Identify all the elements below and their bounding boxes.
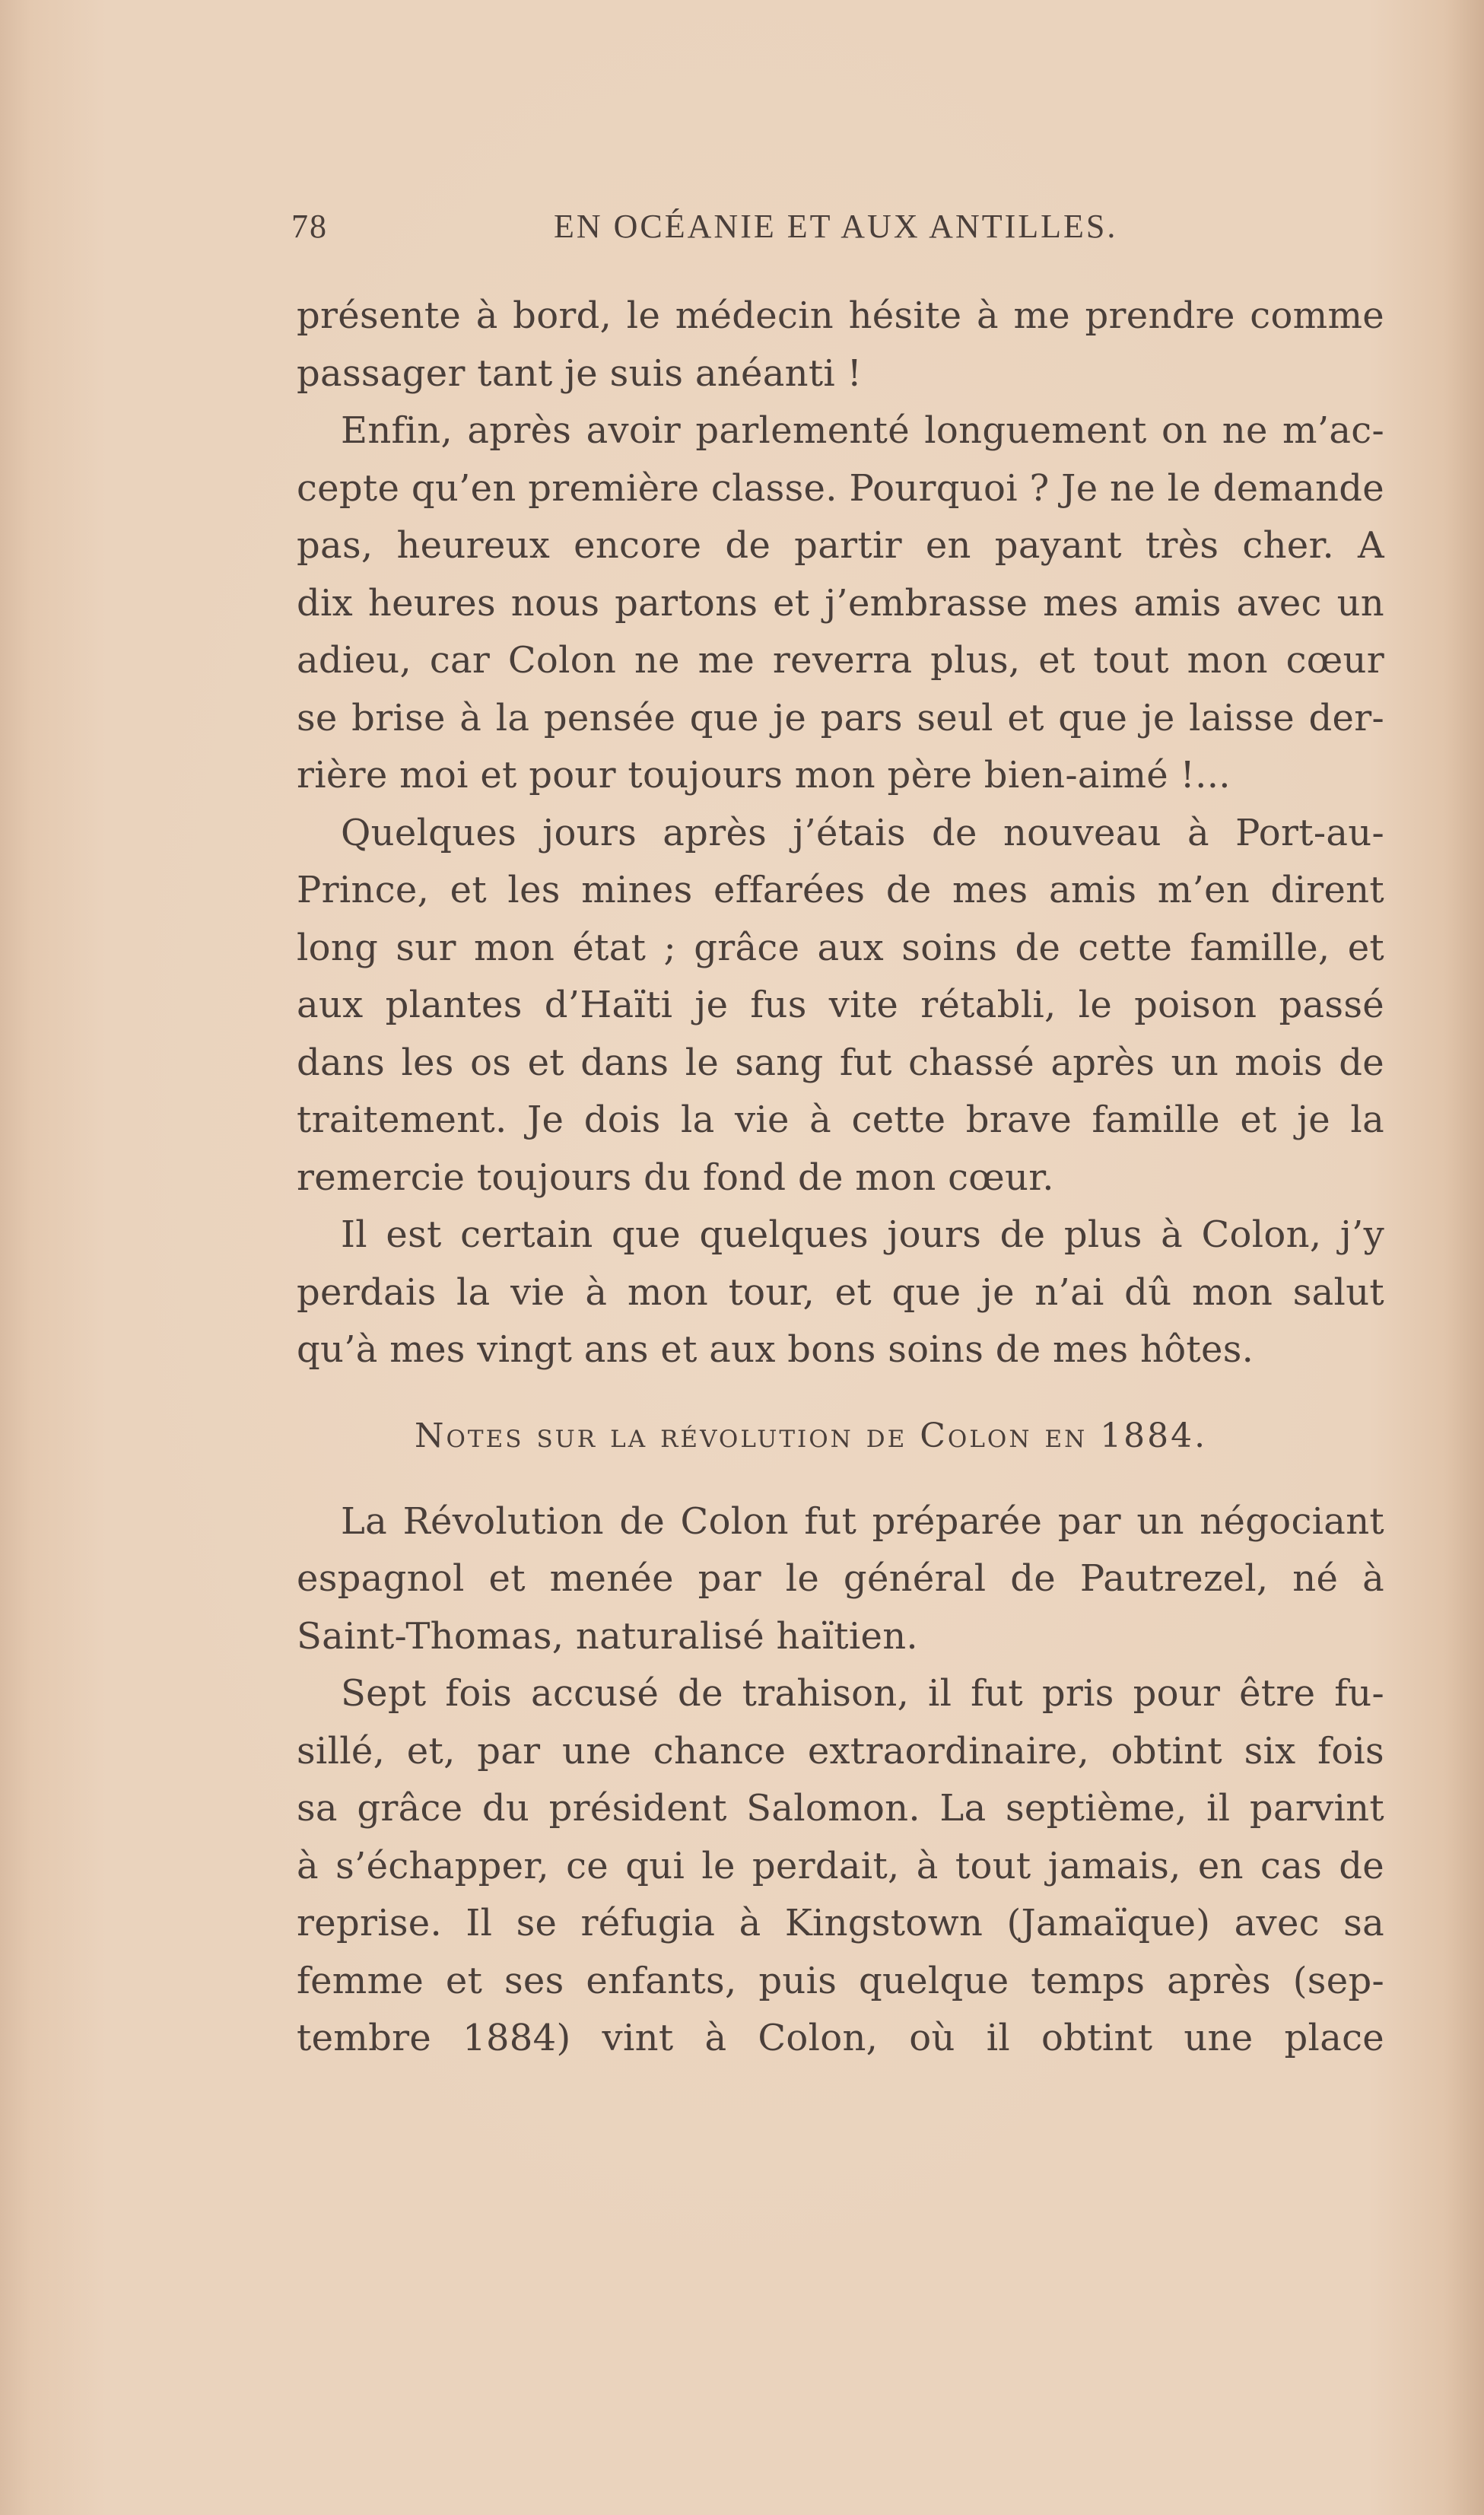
text-line: femme et ses enfants, puis quelque temps après (sep- [297, 1959, 1384, 2002]
paragraph [297, 1493, 1384, 1666]
text-line: à s’échapper, ce qui le perdait, à tout jamais, en cas de [297, 1844, 1384, 1887]
text-line: reprise. Il se réfugia à Kingstown (Jamaïque) avec sa [297, 1902, 1384, 1944]
text-line: se brise à la pensée que je pars seul et que je laisse der- [297, 696, 1384, 739]
text-line: Il est certain que quelques jours de plus à Colon, j’y [341, 1213, 1384, 1256]
text-line: pas, heureux encore de partir en payant très cher. A [297, 524, 1384, 567]
text-line: dans les os et dans le sang fut chassé après un mois de [297, 1041, 1384, 1084]
text-line: Saint-Thomas, naturalisé haïtien. [297, 1614, 918, 1658]
text-line: présente à bord, le médecin hésite à me prendre comme [297, 294, 1384, 337]
text-line: Enfin, après avoir parlementé longuement on ne m’ac- [341, 409, 1384, 452]
text-line: aux plantes d’Haïti je fus vite rétabli, le poison passé [297, 984, 1384, 1026]
text-line: qu’à mes vingt ans et aux bons soins de mes hôtes. [297, 1328, 1254, 1371]
body-text [297, 288, 1384, 2068]
text-line: Prince, et les mines effarées de mes amis m’en dirent [297, 869, 1384, 911]
text-line: espagnol et menée par le général de Pautrezel, né à [297, 1557, 1384, 1600]
section-heading: Notes sur la révolution de Colon en 1884. [415, 1416, 1208, 1455]
text-line: adieu, car Colon ne me reverra plus, et tout mon cœur [297, 639, 1384, 682]
paragraph [297, 402, 1384, 805]
text-line: rière moi et pour toujours mon père bien-aimé !... [297, 754, 1231, 796]
running-title: EN OCÉANIE ET AUX ANTILLES. [554, 208, 1118, 245]
paragraph [297, 1665, 1384, 2068]
paragraph [297, 805, 1384, 1207]
text-line: sillé, et, par une chance extraordinaire, obtint six fois [297, 1729, 1384, 1773]
text-line: dix heures nous partons et j’embrasse mes amis avec un [297, 581, 1384, 625]
text-line: remercie toujours du fond de mon cœur. [297, 1156, 1054, 1199]
text-line: sa grâce du président Salomon. La septième, il parvint [297, 1787, 1384, 1830]
text-line: passager tant je suis anéanti ! [297, 351, 863, 395]
text-line: cepte qu’en première classe. Pourquoi ? Je ne le demande [297, 466, 1384, 510]
text-line: tembre 1884) vint à Colon, où il obtint une place [297, 2017, 1384, 2059]
paragraph [297, 288, 1384, 402]
paragraph [297, 1207, 1384, 1379]
page-number: 78 [291, 208, 328, 245]
text-line: Sept fois accusé de trahison, il fut pris pour être fu- [341, 1672, 1384, 1715]
text-line: long sur mon état ; grâce aux soins de cette famille, et [297, 926, 1384, 969]
text-line: Quelques jours après j’étais de nouveau à Port-au- [341, 811, 1384, 854]
text-line: traitement. Je dois la vie à cette brave famille et je la [297, 1099, 1384, 1141]
text-line: perdais la vie à mon tour, et que je n’ai dû mon salut [297, 1270, 1384, 1314]
text-line: La Révolution de Colon fut préparée par un négociant [341, 1499, 1384, 1543]
running-head [291, 207, 1375, 253]
